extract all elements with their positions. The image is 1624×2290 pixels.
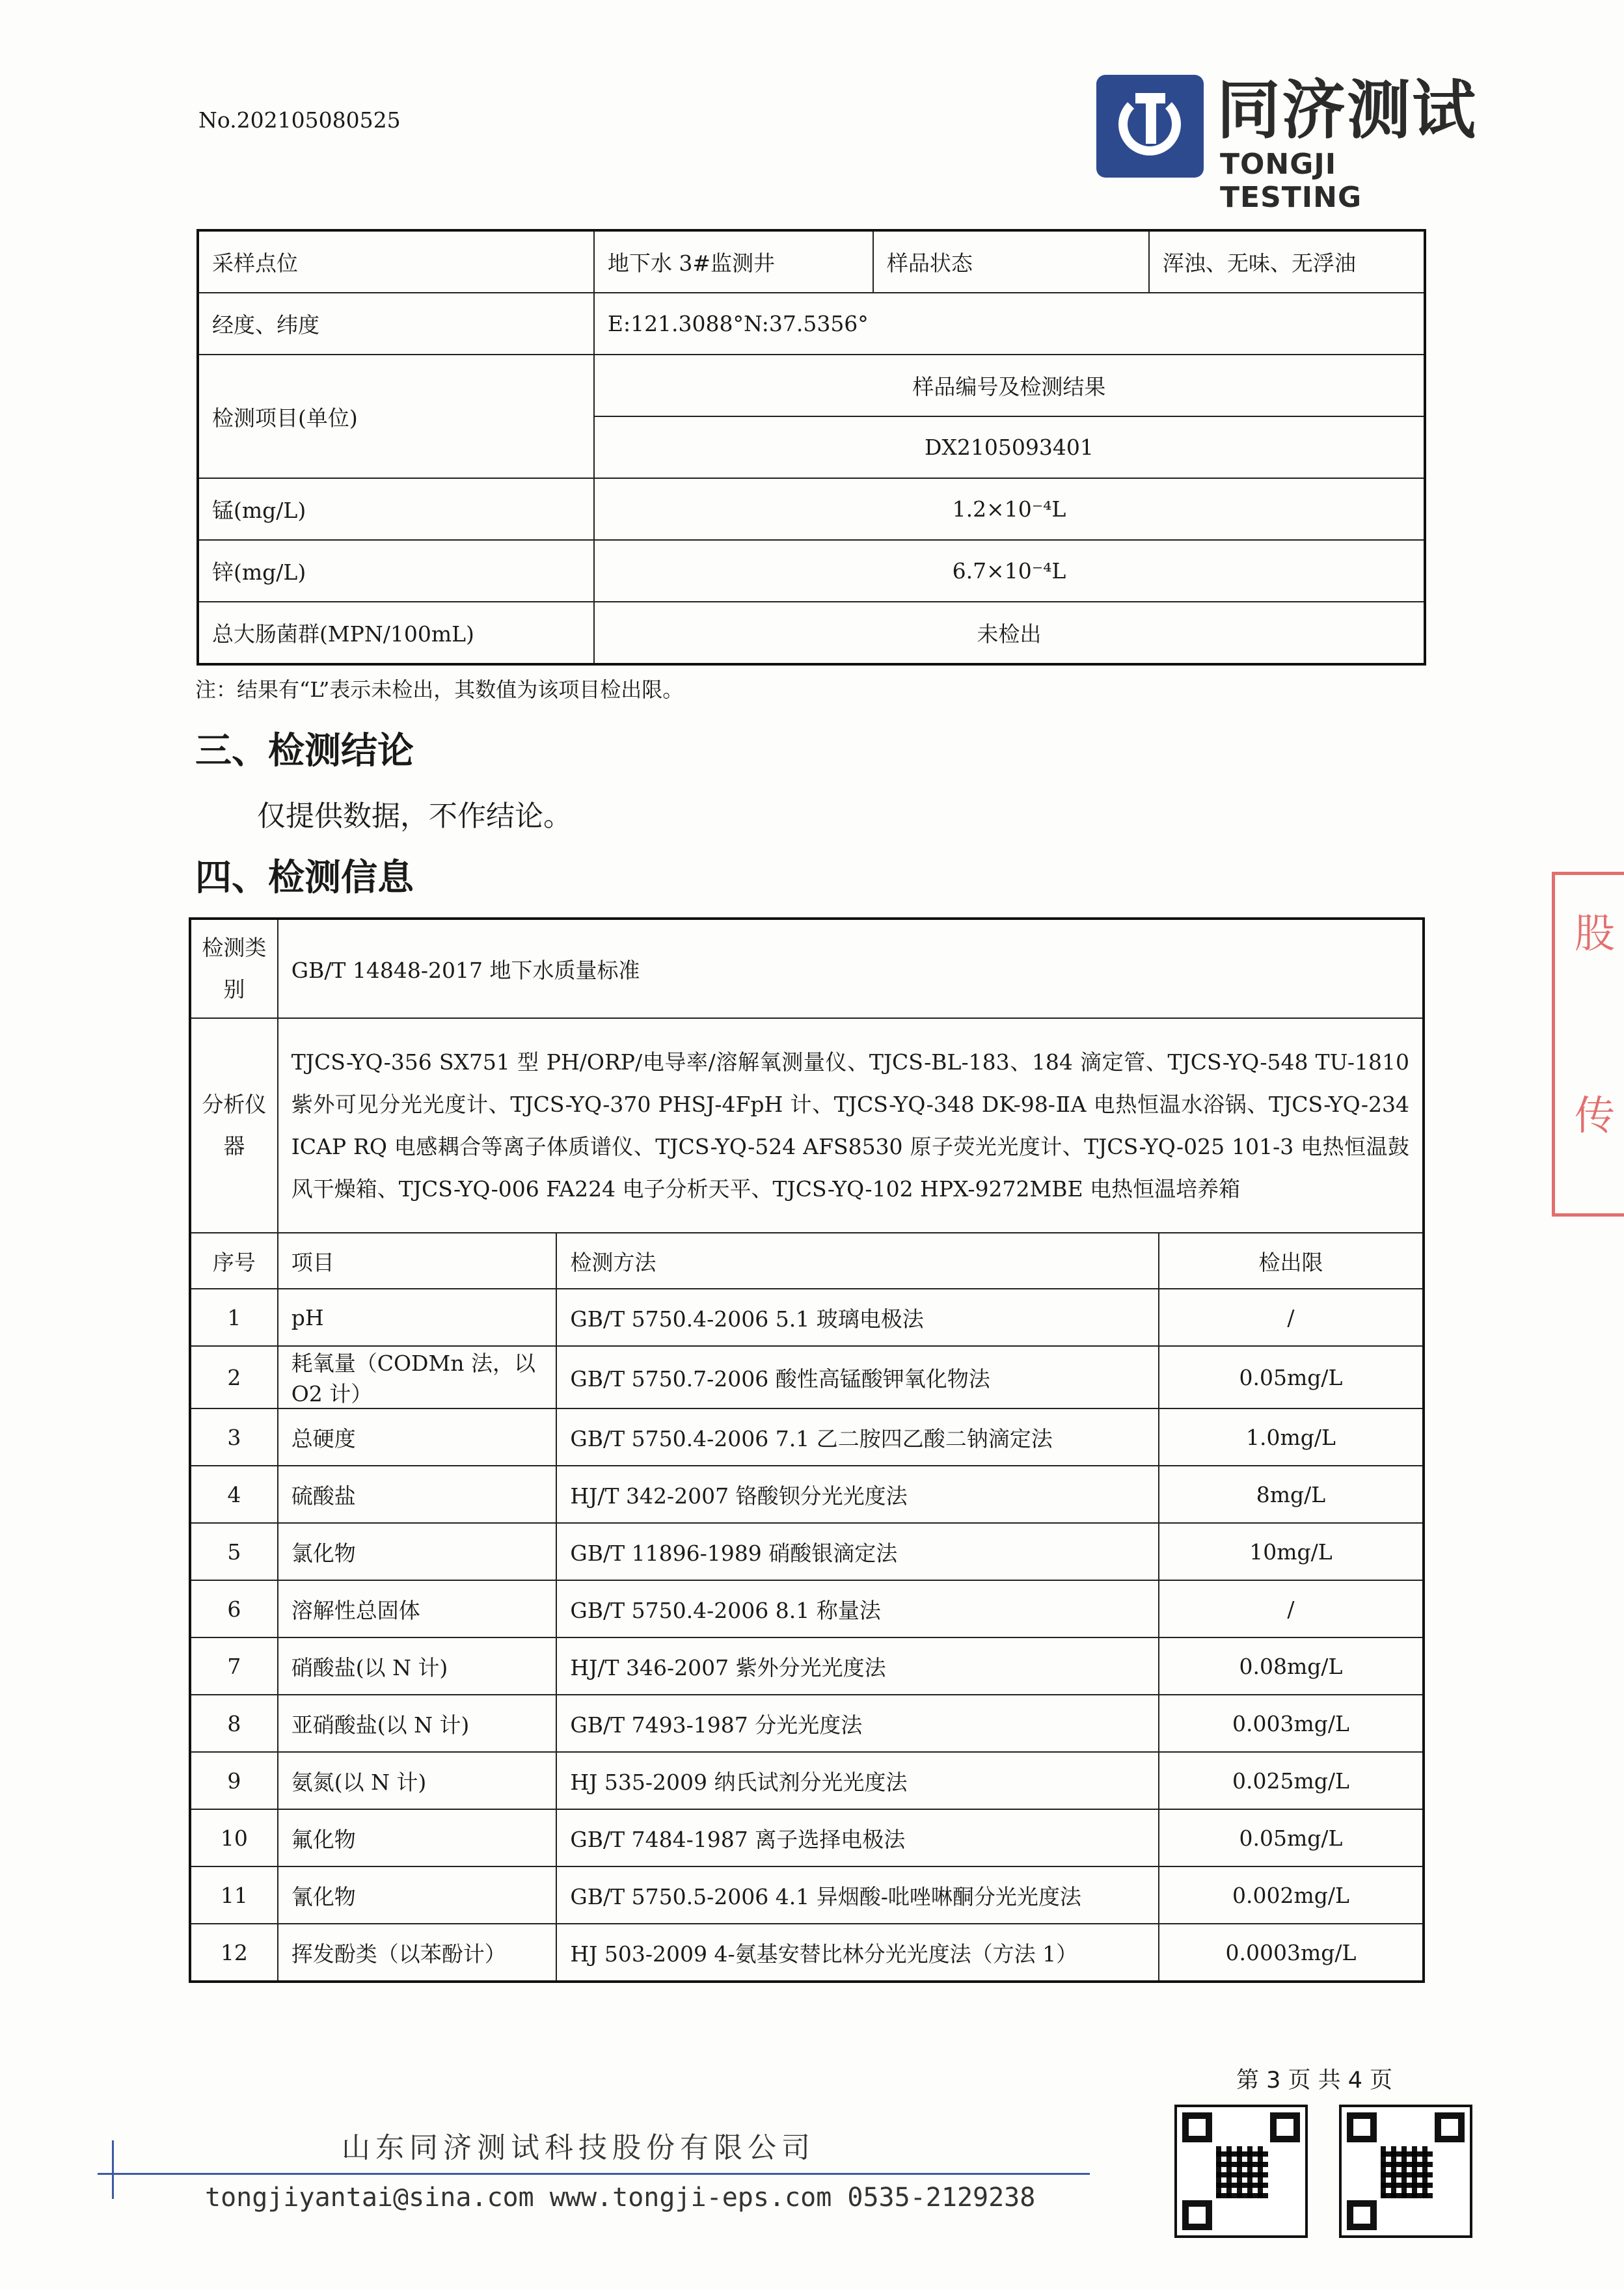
coordinate-label: 经度、纬度: [198, 293, 594, 355]
table-header-row: [190, 1233, 1424, 1289]
row-item: pH: [278, 1289, 557, 1346]
header-limit: 检出限: [1159, 1233, 1424, 1289]
row-method: GB/T 5750.5-2006 4.1 异烟酸-吡唑啉酮分光光度法: [556, 1866, 1159, 1924]
row-limit: /: [1159, 1289, 1424, 1346]
footer-company: 山东同济测试科技股份有限公司: [342, 2131, 815, 2164]
table-row: [190, 1809, 1424, 1866]
table-row: [198, 293, 1425, 355]
table-row: [190, 1018, 1424, 1233]
row-number: 10: [190, 1809, 278, 1866]
footer-line: [98, 2173, 1090, 2175]
table-row: [190, 919, 1424, 1018]
row-method: HJ/T 346-2007 紫外分光光度法: [556, 1637, 1159, 1695]
row-item: 氟化物: [278, 1809, 557, 1866]
section-4-title: 四、检测信息: [195, 857, 414, 899]
row-item: 硫酸盐: [278, 1466, 557, 1523]
result-note: 注：结果有“L”表示未检出，其数值为该项目检出限。: [195, 677, 684, 702]
table-row: [190, 1289, 1424, 1346]
row-item: 氯化物: [278, 1523, 557, 1580]
row-item: 总硬度: [278, 1408, 557, 1466]
table-row: [190, 1637, 1424, 1695]
table-row: [190, 1408, 1424, 1466]
row-item: 硝酸盐(以 N 计): [278, 1637, 557, 1695]
table-row: [198, 230, 1425, 293]
logo-chinese-text: 同济测试: [1217, 74, 1478, 148]
row-limit: /: [1159, 1580, 1424, 1637]
logo-mark-icon: [1096, 75, 1204, 178]
row-limit: 0.0003mg/L: [1159, 1924, 1424, 1982]
category-label: 检测类别: [190, 919, 278, 1018]
table-row: [198, 355, 1425, 416]
header-method: 检测方法: [556, 1233, 1159, 1289]
row-number: 5: [190, 1523, 278, 1580]
test-info-table: [189, 917, 1425, 1983]
table-row: [190, 1924, 1424, 1982]
report-number: No.202105080525: [198, 107, 401, 133]
stamp-char: 股: [1575, 909, 1616, 957]
row-method: GB/T 7493-1987 分光光度法: [556, 1695, 1159, 1752]
result-header: 样品编号及检测结果: [594, 355, 1425, 416]
row-number: 7: [190, 1637, 278, 1695]
result-value: 1.2×10⁻⁴L: [594, 478, 1425, 540]
row-item: 挥发酚类（以苯酚计）: [278, 1924, 557, 1982]
row-number: 8: [190, 1695, 278, 1752]
table-row: [190, 1523, 1424, 1580]
sample-state-label: 样品状态: [873, 230, 1149, 293]
row-method: GB/T 5750.4-2006 8.1 称量法: [556, 1580, 1159, 1637]
row-number: 3: [190, 1408, 278, 1466]
row-number: 6: [190, 1580, 278, 1637]
sampling-point-value: 地下水 3#监测井: [594, 230, 873, 293]
row-method: GB/T 5750.7-2006 酸性高锰酸钾氧化物法: [556, 1346, 1159, 1408]
qr-code-icon: [1174, 2105, 1308, 2238]
result-value: 6.7×10⁻⁴L: [594, 540, 1425, 602]
category-value: GB/T 14848-2017 地下水质量标准: [278, 919, 1424, 1018]
row-limit: 1.0mg/L: [1159, 1408, 1424, 1466]
section-3-title: 三、检测结论: [195, 730, 414, 772]
sample-state-value: 浑浊、无味、无浮油: [1149, 230, 1425, 293]
footer-contact: tongjiyantai@sina.com www.tongji-eps.com 0535-2129238: [205, 2183, 1036, 2213]
result-item: 总大肠菌群(MPN/100mL): [198, 602, 594, 664]
coordinate-value: E:121.3088°N:37.5356°: [594, 293, 1425, 355]
company-logo: [1096, 74, 1487, 214]
header-item: 项目: [278, 1233, 557, 1289]
table-row: [190, 1466, 1424, 1523]
row-number: 12: [190, 1924, 278, 1982]
row-number: 1: [190, 1289, 278, 1346]
row-method: GB/T 5750.4-2006 5.1 玻璃电极法: [556, 1289, 1159, 1346]
test-item-label: 检测项目(单位): [198, 355, 594, 478]
sample-id: DX2105093401: [594, 416, 1425, 478]
row-limit: 0.003mg/L: [1159, 1695, 1424, 1752]
qr-code-icon: [1339, 2105, 1472, 2238]
row-method: HJ 535-2009 纳氏试剂分光光度法: [556, 1752, 1159, 1809]
result-value: 未检出: [594, 602, 1425, 664]
logo-english-text: TONGJI TESTING: [1220, 148, 1362, 214]
result-item: 锰(mg/L): [198, 478, 594, 540]
row-limit: 0.002mg/L: [1159, 1866, 1424, 1924]
row-limit: 0.05mg/L: [1159, 1346, 1424, 1408]
row-limit: 0.08mg/L: [1159, 1637, 1424, 1695]
row-item: 溶解性总固体: [278, 1580, 557, 1637]
footer-divider: [112, 2140, 114, 2199]
row-limit: 8mg/L: [1159, 1466, 1424, 1523]
table-row: [198, 478, 1425, 540]
table-row: [190, 1695, 1424, 1752]
table-row: [198, 540, 1425, 602]
table-row: [190, 1752, 1424, 1809]
row-item: 氨氮(以 N 计): [278, 1752, 557, 1809]
row-number: 4: [190, 1466, 278, 1523]
row-limit: 10mg/L: [1159, 1523, 1424, 1580]
row-number: 9: [190, 1752, 278, 1809]
table-row: [190, 1866, 1424, 1924]
sampling-point-label: 采样点位: [198, 230, 594, 293]
table-row: [190, 1346, 1424, 1408]
row-number: 11: [190, 1866, 278, 1924]
row-method: GB/T 7484-1987 离子选择电极法: [556, 1809, 1159, 1866]
row-item: 氰化物: [278, 1866, 557, 1924]
sample-result-table: [196, 229, 1426, 666]
row-method: GB/T 11896-1989 硝酸银滴定法: [556, 1523, 1159, 1580]
row-method: GB/T 5750.4-2006 7.1 乙二胺四乙酸二钠滴定法: [556, 1408, 1159, 1466]
conclusion-text: 仅提供数据，不作结论。: [257, 800, 572, 833]
row-limit: 0.05mg/L: [1159, 1809, 1424, 1866]
header-no: 序号: [190, 1233, 278, 1289]
row-item: 耗氧量（CODMn 法，以 O2 计）: [278, 1346, 557, 1408]
page-number: 第 3 页 共 4 页: [1236, 2068, 1393, 2094]
row-item: 亚硝酸盐(以 N 计): [278, 1695, 557, 1752]
table-row: [190, 1580, 1424, 1637]
instruments-label: 分析仪器: [190, 1018, 278, 1233]
row-number: 2: [190, 1346, 278, 1408]
red-seal-stamp: [1552, 872, 1624, 1217]
row-method: HJ/T 342-2007 铬酸钡分光光度法: [556, 1466, 1159, 1523]
table-row: [198, 602, 1425, 664]
row-limit: 0.025mg/L: [1159, 1752, 1424, 1809]
stamp-char: 传: [1575, 1092, 1616, 1139]
result-item: 锌(mg/L): [198, 540, 594, 602]
row-method: HJ 503-2009 4-氨基安替比林分光光度法（方法 1）: [556, 1924, 1159, 1982]
instruments-value: TJCS-YQ-356 SX751 型 PH/ORP/电导率/溶解氧测量仪、TJCS-BL-183、184 滴定管、TJCS-YQ-548 TU-1810 紫外可见分光光度计、TJCS-YQ-370 PHSJ-4FpH 计、TJCS-YQ-348 DK-98-ⅡA 电热恒温水浴锅、TJCS-YQ-234 ICAP RQ 电感耦合等离子体质谱仪、TJCS-YQ-524 AFS8530 原子荧光光度计、TJCS-YQ-025 101-3 电热恒温鼓风干燥箱、TJCS-YQ-006 FA224 电子分析天平、TJCS-YQ-102 HPX-9272MBE 电热恒温培养箱: [278, 1018, 1424, 1233]
